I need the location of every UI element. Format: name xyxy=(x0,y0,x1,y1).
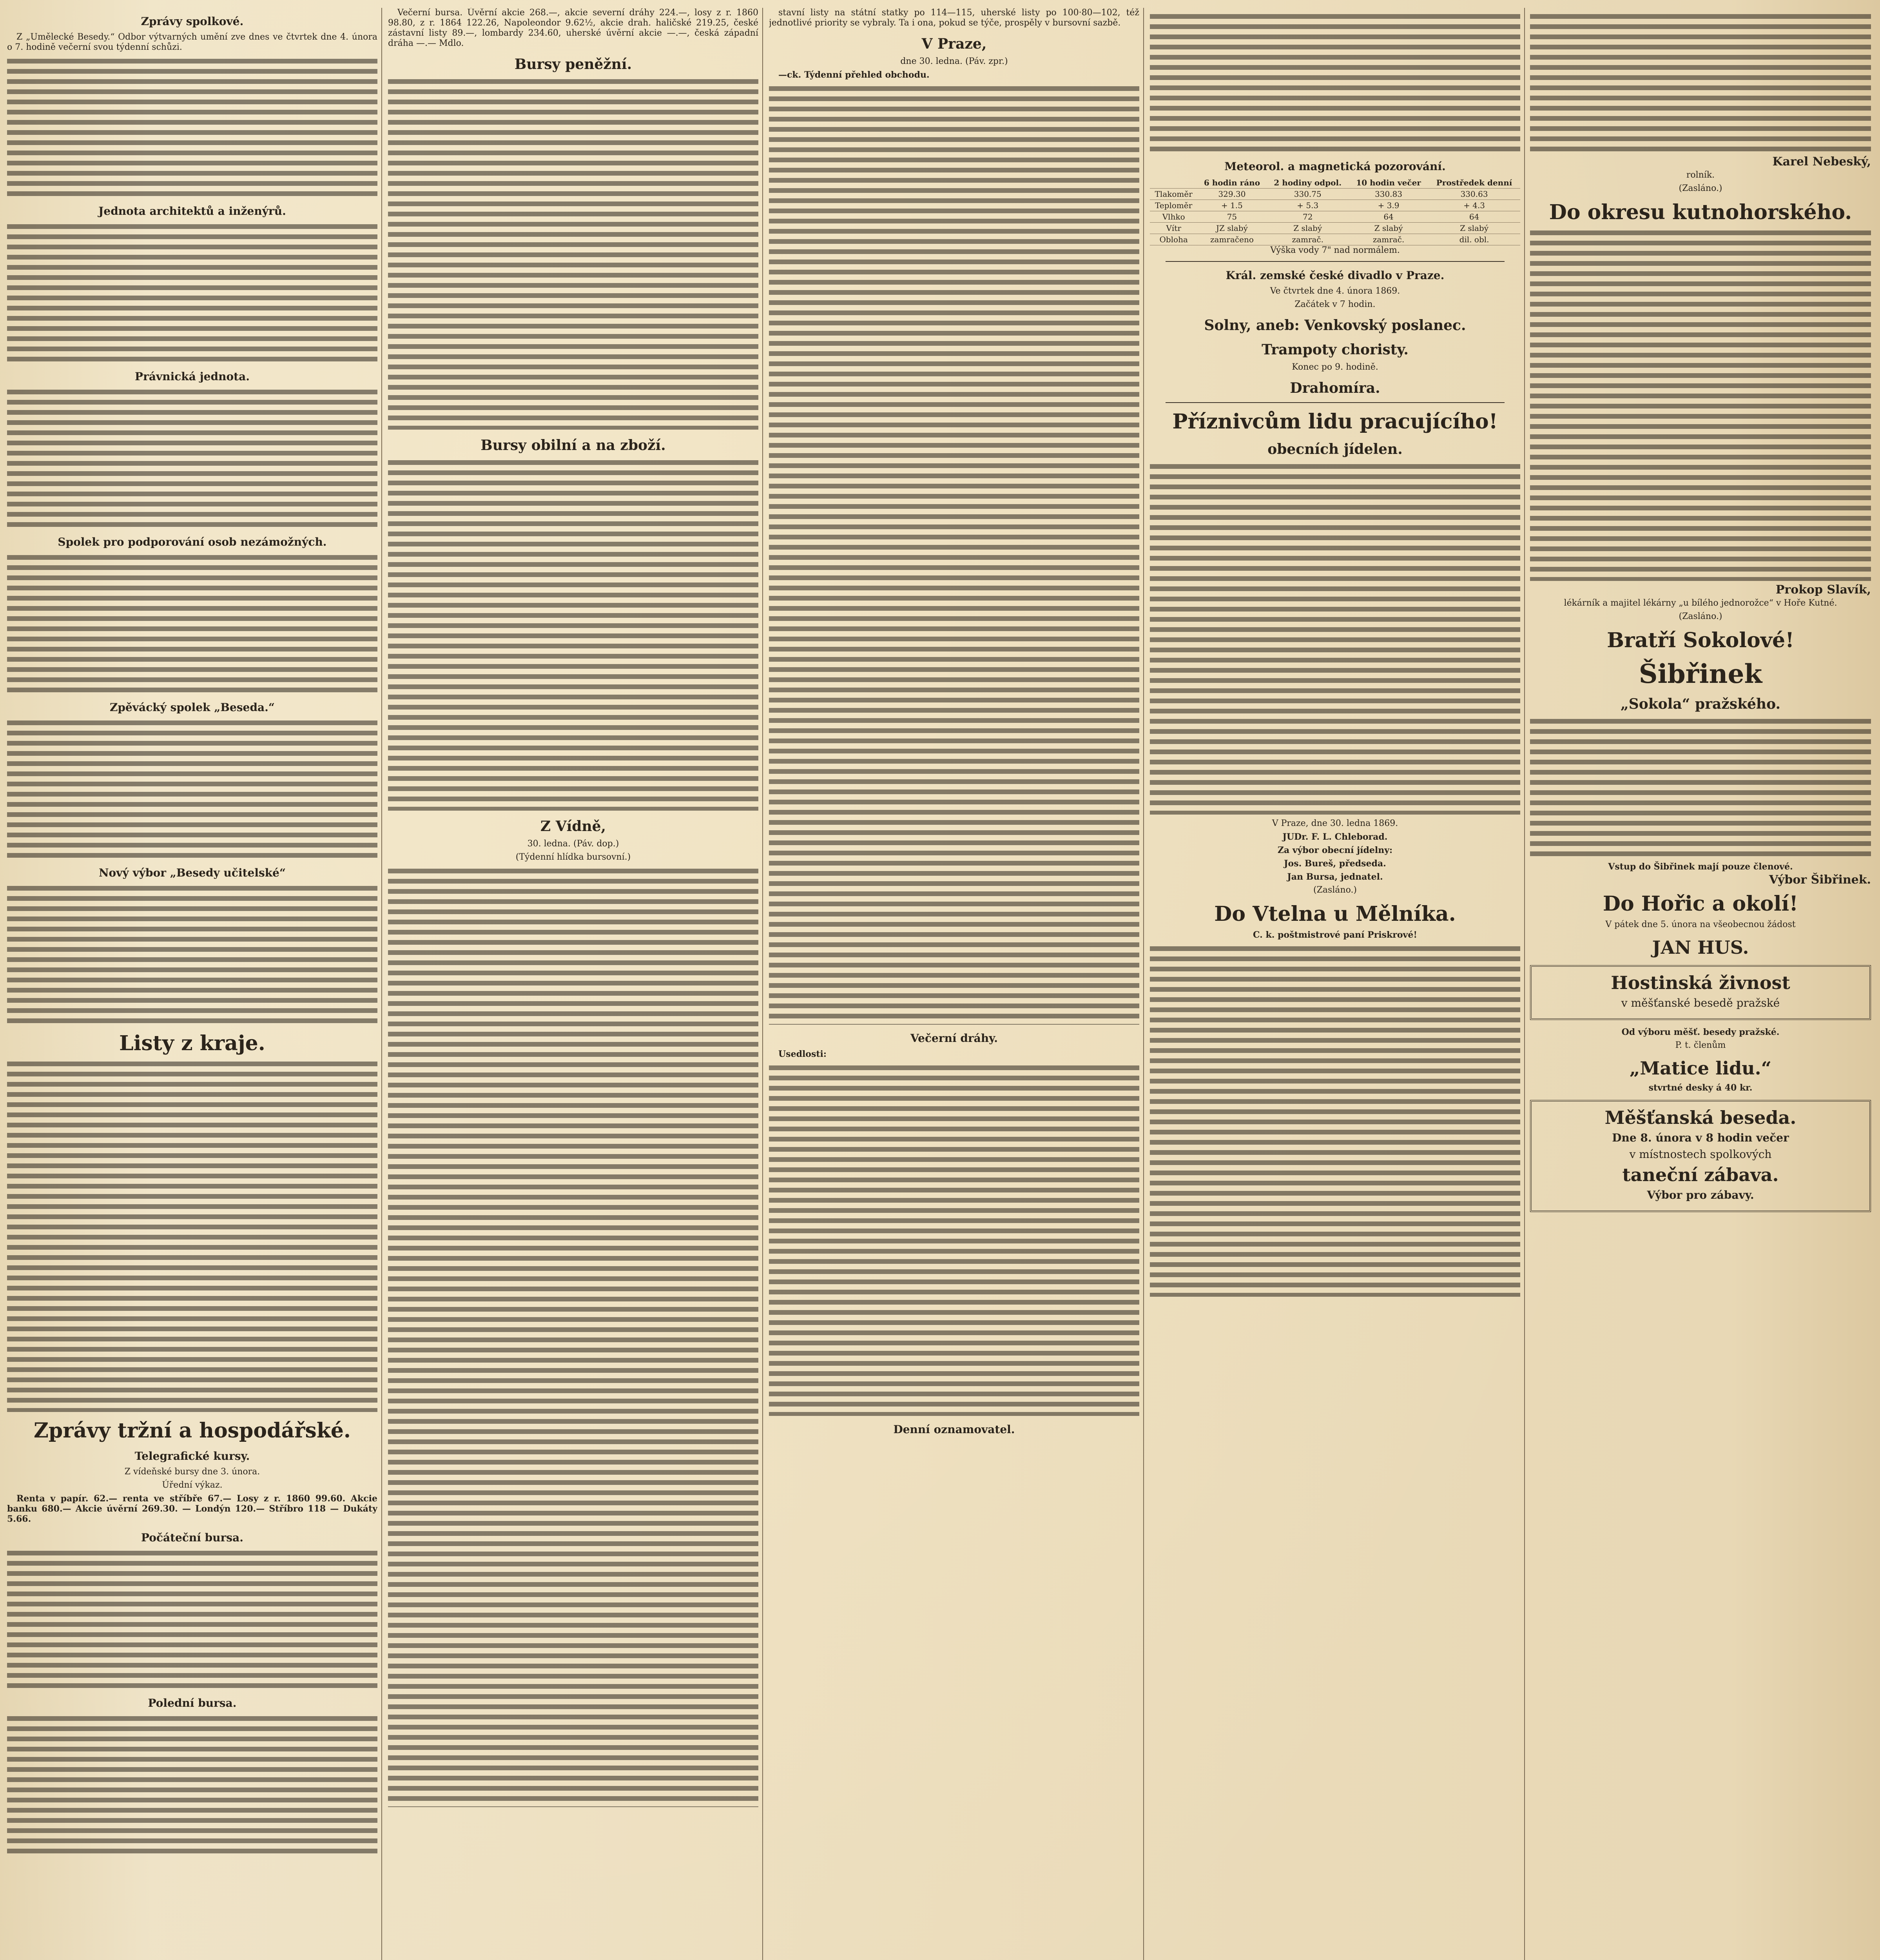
heading-jidelen: obecních jídelen. xyxy=(1267,441,1403,457)
text-block xyxy=(7,884,377,1025)
heading-divadlo: Král. zemské české divadlo v Praze. xyxy=(1226,269,1445,282)
ad-sub: v měšťanské besedě pražské xyxy=(1621,996,1780,1009)
table-row xyxy=(1150,189,1520,200)
heading-spolek: Spolek pro podporování osob nezámožných. xyxy=(58,535,327,548)
ad-hostinska xyxy=(1530,965,1871,1020)
heading-viden: Z Vídně, xyxy=(540,818,606,835)
renta-line: Renta v papír. 62.— renta ve stříbře 67.— Losy z r. 1860 99.60. Akcie banku 680.— Akcie úvěrní 269.30. — Londýn 120.— Stříbro 118 — Dukáty 5.66. xyxy=(7,1494,377,1524)
text-block xyxy=(1150,944,1520,1297)
heading-vecerni-drahy: Večerní dráhy. xyxy=(910,1032,998,1045)
table-header: 10 hodin večer xyxy=(1349,177,1428,189)
table-cell: Z slabý xyxy=(1349,223,1428,234)
table-cell: zamrač. xyxy=(1267,234,1349,245)
text-block xyxy=(7,718,377,859)
matice-title: „Matice lidu.“ xyxy=(1629,1058,1772,1079)
water-level: Výška vody 7" nad normálem. xyxy=(1270,245,1400,255)
signature-sub: lékárník a majitel lékárny „u bílého jednorožce“ v Hoře Kutné. xyxy=(1564,598,1837,608)
heading-bursy: Bursy peněžní. xyxy=(514,56,632,73)
subheading: dne 30. ledna. (Páv. zpr.) xyxy=(900,56,1008,66)
text-block xyxy=(7,222,377,363)
play-title: Solny, aneb: Venkovský poslanec. xyxy=(1204,317,1466,334)
table-cell: dil. obl. xyxy=(1428,234,1520,245)
heading-priznivcum: Příznivcům lidu pracujícího! xyxy=(1172,410,1498,434)
table-header: 6 hodin ráno xyxy=(1197,177,1266,189)
subheading: Usedlosti: xyxy=(778,1049,827,1059)
subheading: (Týdenní hlídka bursovní.) xyxy=(515,852,631,862)
table-row xyxy=(1150,200,1520,211)
subheading: Ve čtvrtek dne 4. února 1869. xyxy=(1270,286,1400,296)
divider xyxy=(1166,402,1505,403)
table-cell: zamrač. xyxy=(1349,234,1428,245)
sibrinek-note: Vstup do Šibřinek mají pouze členové. xyxy=(1608,862,1793,872)
table-cell: Vlhko xyxy=(1150,211,1197,223)
table-cell: + 5.3 xyxy=(1267,200,1349,211)
signature-sub: rolník. xyxy=(1686,170,1715,180)
table-cell: Tlakoměr xyxy=(1150,189,1197,200)
paragraph: stavní listy na státní statky po 114—115, uherské listy po 100·80—102, též jednotlivé priority se vybraly. Ta i ona, pokud se týče, prospěly v bursovní sazbě. xyxy=(769,8,1139,28)
text-block xyxy=(7,553,377,694)
ad-signature: Výbor pro zábavy. xyxy=(1647,1189,1754,1201)
signature: Karel Nebeský, xyxy=(1772,155,1871,169)
table-cell: 330.83 xyxy=(1349,189,1428,200)
text-block xyxy=(7,56,377,198)
sign-names: JUDr. F. L. Chleborad. xyxy=(1282,832,1388,842)
heading-listy: Listy z kraje. xyxy=(119,1031,265,1055)
table-cell: + 3.9 xyxy=(1349,200,1428,211)
text-block xyxy=(1150,12,1520,153)
column-2 xyxy=(388,8,758,1960)
table-row xyxy=(1150,234,1520,245)
table-cell: 72 xyxy=(1267,211,1349,223)
heading-poledni: Polední bursa. xyxy=(148,1697,237,1710)
paragraph: Večerní bursa. Úvěrní akcie 268.—, akcie severní dráhy 224.—, losy z r. 1860 98.80, z r. 1864 122.26, Napoleondor 9.62½, akcie drah. haličské 219.25, české zástavní listy 89.—, lombardy 234.60, uherské úvěrní akcie —.—, česká západní dráha —.— Mdlo. xyxy=(388,8,758,48)
play-title: Drahomíra. xyxy=(1290,380,1380,396)
ad-title: Hostinská živnost xyxy=(1611,972,1790,993)
heading-bratri: Bratří Sokolové! xyxy=(1607,628,1794,652)
ad-mestanska xyxy=(1530,1100,1871,1212)
heading-ucitel: Nový výbor „Besedy učitelské“ xyxy=(98,866,286,879)
table-cell: zamračeno xyxy=(1197,234,1266,245)
divider xyxy=(1166,261,1505,262)
heading-vtelna: Do Vtelna u Mělníka. xyxy=(1214,902,1456,926)
heading-denni: Denní oznamovatel. xyxy=(893,1423,1015,1436)
text-block xyxy=(1530,228,1871,581)
ad-what: taneční zábava. xyxy=(1622,1164,1779,1185)
text-block xyxy=(388,458,758,811)
table-row xyxy=(1150,223,1520,234)
table-cell: JZ slabý xyxy=(1197,223,1266,234)
signature: Výbor Šibřinek. xyxy=(1769,873,1871,887)
table-cell: Z slabý xyxy=(1267,223,1349,234)
heading-trzni: Zprávy tržní a hospodářské. xyxy=(33,1419,351,1443)
text-block xyxy=(388,866,758,1807)
subheading: Úřední výkaz. xyxy=(162,1480,223,1490)
column-5 xyxy=(1530,8,1871,1960)
subheading: Konec po 9. hodině. xyxy=(1292,362,1378,372)
table-cell: 330.63 xyxy=(1428,189,1520,200)
signature: Jan Bursa, jednatel. xyxy=(1287,872,1383,882)
zaslano: (Zasláno.) xyxy=(1313,885,1357,895)
column-rule xyxy=(381,8,382,1960)
text-block xyxy=(1530,12,1871,153)
table-header: 2 hodiny odpol. xyxy=(1267,177,1349,189)
heading-telegraf: Telegrafické kursy. xyxy=(134,1450,250,1463)
sibrinek-title: Šibřinek xyxy=(1639,659,1762,689)
text-block xyxy=(7,1548,377,1690)
sibrinek-sub: „Sokola“ pražského. xyxy=(1620,696,1781,712)
table-header: Prostředek denní xyxy=(1428,177,1520,189)
column-1 xyxy=(7,8,377,1960)
subheading: Za výbor obecní jídelny: xyxy=(1277,845,1393,855)
table-cell: 75 xyxy=(1197,211,1266,223)
table-cell: Obloha xyxy=(1150,234,1197,245)
column-4 xyxy=(1150,8,1520,1960)
column-rule xyxy=(762,8,763,1960)
heading-zpevacky: Zpěvácký spolek „Beseda.“ xyxy=(109,701,275,714)
ad-where: v místnostech spolkových xyxy=(1629,1148,1772,1161)
table-cell: 329.30 xyxy=(1197,189,1266,200)
table-cell: + 4.3 xyxy=(1428,200,1520,211)
table-header xyxy=(1150,177,1197,189)
heading-architekt: Jednota architektů a inženýrů. xyxy=(98,205,286,218)
heading-pocatecni: Počáteční bursa. xyxy=(141,1531,244,1544)
paragraph: Z „Umělecké Besedy.“ Odbor výtvarných umění zve dnes ve čtvrtek dne 4. února o 7. hodině večerní svou týdenní schůzi. xyxy=(7,32,377,52)
text-block xyxy=(7,1059,377,1412)
text-block xyxy=(7,387,377,528)
heading-horice: Do Hořic a okolí! xyxy=(1603,892,1798,916)
zaslano: (Zasláno.) xyxy=(1679,183,1722,193)
subheading: 30. ledna. (Páv. dop.) xyxy=(527,839,619,849)
column-rule xyxy=(1524,8,1525,1960)
signature: Prokop Slavík, xyxy=(1775,583,1871,597)
table-cell: 330.75 xyxy=(1267,189,1349,200)
column-3 xyxy=(769,8,1139,1960)
heading-praha: V Praze, xyxy=(921,36,987,52)
table-row xyxy=(1150,211,1520,223)
ad-title: Měšťanská beseda. xyxy=(1604,1107,1797,1128)
heading-pravnicka: Právnická jednota. xyxy=(135,370,250,383)
table-cell: Teploměr xyxy=(1150,200,1197,211)
text-block xyxy=(1530,717,1871,858)
meteor-table xyxy=(1150,177,1520,245)
heading-meteor: Meteorol. a magnetická pozorování. xyxy=(1224,160,1446,173)
jan-hus: JAN HUS. xyxy=(1652,937,1749,958)
subheading: Z vídeňské bursy dne 3. února. xyxy=(124,1467,260,1477)
table-cell: 64 xyxy=(1349,211,1428,223)
text-block xyxy=(7,1714,377,1855)
zaslano: (Zasláno.) xyxy=(1679,612,1722,621)
text-block xyxy=(769,1063,1139,1416)
table-cell: 64 xyxy=(1428,211,1520,223)
heading-kutnohorsky: Do okresu kutnohorského. xyxy=(1549,200,1852,224)
table-cell: Z slabý xyxy=(1428,223,1520,234)
column-rule xyxy=(1143,8,1144,1960)
subheading: —ck. Týdenní přehled obchodu. xyxy=(778,70,930,80)
text-block xyxy=(388,77,758,430)
heading-obilni: Bursy obilní a na zboží. xyxy=(480,437,666,454)
text-block xyxy=(769,84,1139,1025)
text-block xyxy=(1150,462,1520,815)
table-cell: + 1.5 xyxy=(1197,200,1266,211)
subheading: P. t. členům xyxy=(1675,1040,1726,1050)
subheading: C. k. poštmistrové paní Priskrové! xyxy=(1253,930,1417,940)
table-cell: Vítr xyxy=(1150,223,1197,234)
ad-signature: Od výboru měšť. besedy pražské. xyxy=(1621,1027,1780,1037)
signature: Jos. Bureš, předseda. xyxy=(1284,858,1386,869)
matice-price: stvrtné desky á 40 kr. xyxy=(1648,1083,1753,1093)
play-title: Trampoty choristy. xyxy=(1262,341,1409,358)
ad-date: Dne 8. února v 8 hodin večer xyxy=(1612,1131,1789,1144)
subheading: Začátek v 7 hodin. xyxy=(1294,299,1376,309)
subheading: V pátek dne 5. února na všeobecnou žádost xyxy=(1605,920,1796,929)
sign-place: V Praze, dne 30. ledna 1869. xyxy=(1272,818,1398,828)
heading-spolkove: Zprávy spolkové. xyxy=(141,15,244,28)
